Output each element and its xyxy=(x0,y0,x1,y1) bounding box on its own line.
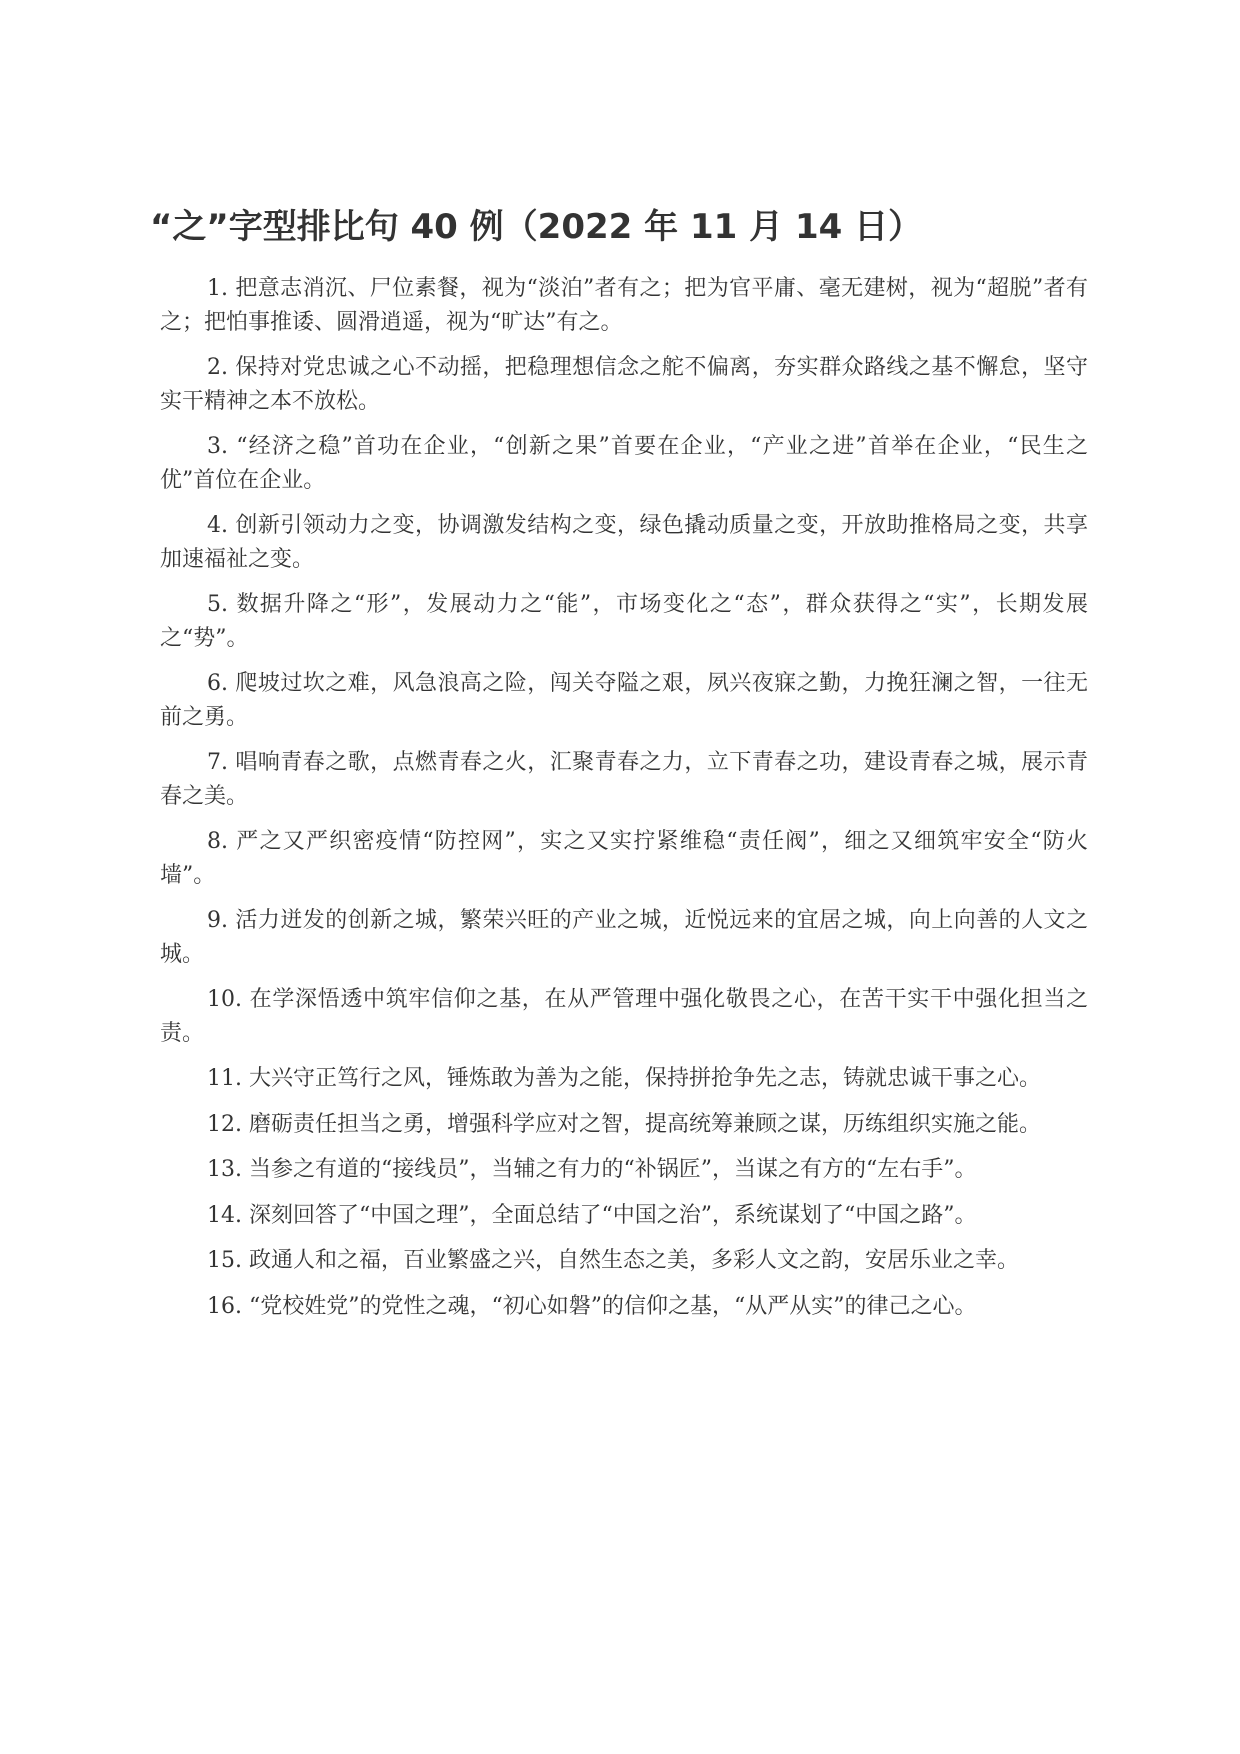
list-item: 16. “党校姓党”的党性之魂，“初心如磐”的信仰之基，“从严从实”的律己之心。 xyxy=(207,1293,977,1319)
list-item: 14. 深刻回答了“中国之理”，全面总结了“中国之治”，系统谋划了“中国之路”。 xyxy=(207,1202,977,1228)
list-item: 3. “经济之稳”首功在企业，“创新之果”首要在企业，“产业之进”首举在企业，“民生之优”首位在企业。 xyxy=(160,434,1088,493)
list-item: 12. 磨砺责任担当之勇，增强科学应对之智，提高统筹兼顾之谋，历练组织实施之能。 xyxy=(207,1111,1041,1137)
sentence-list xyxy=(160,272,1088,1335)
list-item: 1. 把意志消沉、尸位素餐，视为“淡泊”者有之；把为官平庸、毫无建树，视为“超脱”者有之；把怕事推诿、圆滑逍遥，视为“旷达”有之。 xyxy=(160,276,1088,335)
list-item: 7. 唱响青春之歌，点燃青春之火，汇聚青春之力，立下青春之功，建设青春之城，展示青春之美。 xyxy=(160,750,1088,809)
list-item: 11. 大兴守正笃行之风，锤炼敢为善为之能，保持拼抢争先之志，铸就忠诚干事之心。 xyxy=(207,1066,1041,1091)
list-item: 2. 保持对党忠诚之心不动摇，把稳理想信念之舵不偏离，夯实群众路线之基不懈怠，坚守实干精神之本不放松。 xyxy=(160,355,1088,414)
list-item: 10. 在学深悟透中筑牢信仰之基，在从严管理中强化敬畏之心，在苦干实干中强化担当之责。 xyxy=(160,987,1088,1046)
list-item: 6. 爬坡过坎之难，风急浪高之险，闯关夺隘之艰，夙兴夜寐之勤，力挽狂澜之智，一往无前之勇。 xyxy=(160,671,1088,730)
list-item: 13. 当参之有道的“接线员”，当辅之有力的“补锅匠”，当谋之有方的“左右手”。 xyxy=(207,1157,977,1182)
list-item: 9. 活力迸发的创新之城，繁荣兴旺的产业之城，近悦远来的宜居之城，向上向善的人文之城。 xyxy=(160,908,1088,967)
list-item: 4. 创新引领动力之变，协调激发结构之变，绿色撬动质量之变，开放助推格局之变，共享加速福祉之变。 xyxy=(160,513,1088,572)
list-item: 15. 政通人和之福，百业繁盛之兴，自然生态之美，多彩人文之韵，安居乐业之幸。 xyxy=(207,1248,1019,1273)
list-item: 5. 数据升降之“形”，发展动力之“能”，市场变化之“态”，群众获得之“实”，长期发展之“势”。 xyxy=(160,592,1088,651)
list-item: 8. 严之又严织密疫情“防控网”，实之又实拧紧维稳“责任阀”，细之又细筑牢安全“防火墙”。 xyxy=(160,829,1088,888)
document-title: “之”字型排比句 40 例（2022 年 11 月 14 日） xyxy=(150,207,923,247)
